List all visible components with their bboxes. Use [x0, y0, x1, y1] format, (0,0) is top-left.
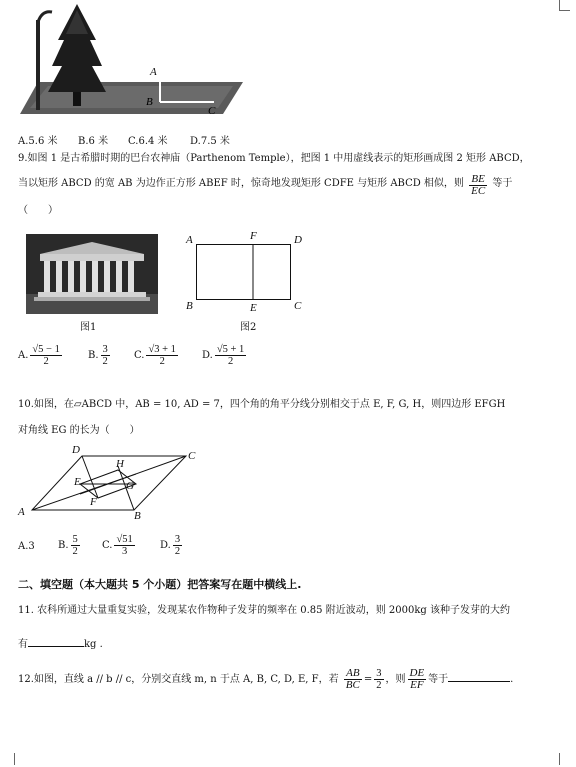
q9-line2 [18, 174, 512, 197]
q12-frac-ab-bc [344, 668, 362, 691]
q8-lamp-post [36, 20, 40, 110]
q12-frac1-num: AB [344, 668, 362, 680]
q9-fig2-label-c: C [294, 300, 302, 312]
q12-frac3-num: DE [409, 667, 425, 679]
q11-prefix: 有 [18, 639, 28, 650]
corner-mark-top-right [559, 0, 570, 11]
q10-line1: 10.如图，在▱ABCD 中，AB = 10, AD = 7，四个角的角平分线分别相交于点 E, F, G, H，则四边形 EFGH [18, 399, 506, 410]
q8-label-a: A [150, 66, 157, 78]
q10-label-b: B [134, 510, 141, 522]
q9-option-a-den: 2 [43, 356, 49, 367]
q9-figure1-temple [26, 234, 158, 314]
q10-option-a [18, 541, 35, 552]
q8-tree [48, 4, 106, 106]
q10-line2: 对角线 EG 的长为（ ） [18, 425, 140, 436]
q9-ratio-suffix: 等于 [492, 178, 513, 189]
q10-option-b-num: 5 [72, 534, 78, 545]
q12-frac-3-2 [374, 668, 383, 691]
q9-line2-text: 当以矩形 ABCD 的宽 AB 为边作正方形 ABEF 时，惊奇地发现矩形 CDFE 与矩形 ABCD 相似，则 [18, 178, 464, 189]
q9-figure2-caption: 图2 [240, 322, 257, 333]
q9-fig2-label-b: B [186, 300, 193, 312]
q11-suffix: kg . [84, 639, 103, 650]
q10-option-b-den: 2 [72, 546, 78, 557]
q8-option-a: A.5.6 米 [18, 136, 58, 147]
q9-ratio-num: BE [469, 174, 487, 186]
q9-figure2-rectangle [196, 244, 292, 300]
q9-fig2-label-e: E [250, 302, 257, 314]
q9-option-d [202, 344, 248, 367]
q9-option-a [18, 344, 64, 367]
q10-label-f: F [90, 496, 97, 508]
q9-ratio-den: EC [471, 185, 486, 197]
q9-option-d-label: D. [202, 350, 213, 361]
q9-option-b-den: 2 [102, 356, 108, 367]
q11-answer-blank[interactable] [28, 636, 84, 647]
q10-option-d [160, 534, 184, 557]
q10-option-c [102, 534, 137, 557]
q9-option-b [88, 344, 112, 367]
q12-mid: ，则 [385, 674, 406, 685]
q8-option-c: C.6.4 米 [128, 136, 168, 147]
q9-fig2-label-d: D [294, 234, 302, 246]
q9-option-d-num: √5 + 1 [216, 344, 245, 355]
q9-rect-abcd [197, 245, 291, 300]
q12-frac2-num: 3 [376, 668, 382, 679]
q12-prefix: 12.如图，直线 a // b // c，分别交直线 m, n 于点 A, B, C, D, E, F，若 [18, 674, 339, 685]
q9-line1: 9.如图 1 是古希腊时期的巴台农神庙（Parthenom Temple），把图 1 中用虚线表示的矩形画成图 2 矩形 ABCD， [18, 153, 530, 164]
q10-option-c-num: √51 [116, 534, 133, 545]
q9-option-a-num: √5 − 1 [32, 344, 60, 355]
q10-option-c-den: 3 [121, 546, 128, 557]
q12-line [18, 666, 513, 694]
q8-label-c: C [208, 105, 216, 117]
q10-option-b [58, 534, 82, 557]
q8-figure [18, 0, 248, 122]
q12-suffix: 等于 [428, 674, 449, 685]
q9-figure1-caption: 图1 [80, 322, 97, 333]
q10-label-g: G [126, 480, 134, 492]
q10-label-e: E [74, 476, 81, 488]
q9-ratio-fraction [469, 174, 487, 197]
q12-frac2-den: 2 [376, 680, 382, 691]
q10-label-c: C [188, 450, 196, 462]
q9-paren: （ ） [18, 205, 58, 216]
corner-mark-bottom-right [559, 753, 570, 765]
q10-label-h: H [116, 458, 124, 470]
q9-option-c-label: C. [134, 350, 145, 361]
q12-eq: = [363, 674, 373, 685]
q12-frac-de-ef [408, 668, 427, 691]
q12-frac1-den: BC [345, 679, 360, 691]
q11-line1: 11. 农科所通过大量重复实验，发现某农作物种子发芽的频率在 0.85 附近波动，则 2000kg 该种子发芽的大约 [18, 605, 510, 616]
q9-option-b-label: B. [88, 350, 99, 361]
q8-label-b: B [146, 96, 153, 108]
q10-option-d-label: D. [160, 540, 171, 551]
q10-option-b-label: B. [58, 540, 69, 551]
q9-option-c-num: √3 + 1 [148, 344, 176, 355]
q9-fig2-label-f: F [250, 230, 257, 242]
q9-option-b-num: 3 [102, 344, 108, 355]
q10-option-a-label: A.3 [18, 541, 35, 552]
q12-frac3-den: EF [410, 679, 424, 691]
corner-mark-bottom-left [4, 753, 15, 765]
q9-option-d-den: 2 [227, 356, 234, 367]
q10-option-c-label: C. [102, 540, 113, 551]
q10-label-a: A [18, 506, 25, 518]
q9-option-c [134, 344, 180, 367]
q9-option-c-den: 2 [159, 356, 165, 367]
q9-fig2-label-a: A [186, 234, 193, 246]
q8-option-d: D.7.5 米 [190, 136, 230, 147]
q11-line2 [18, 636, 103, 652]
q9-option-a-label: A. [18, 350, 29, 361]
q10-label-d: D [72, 444, 80, 456]
q12-end: . [510, 674, 514, 685]
section2-heading: 二、填空题（本大题共 5 个小题）把答案写在题中横线上. [18, 578, 302, 591]
q12-answer-blank[interactable] [448, 671, 510, 682]
q10-option-d-num: 3 [174, 534, 181, 545]
q8-option-b: B.6 米 [78, 136, 109, 147]
q10-option-d-den: 2 [174, 546, 181, 557]
